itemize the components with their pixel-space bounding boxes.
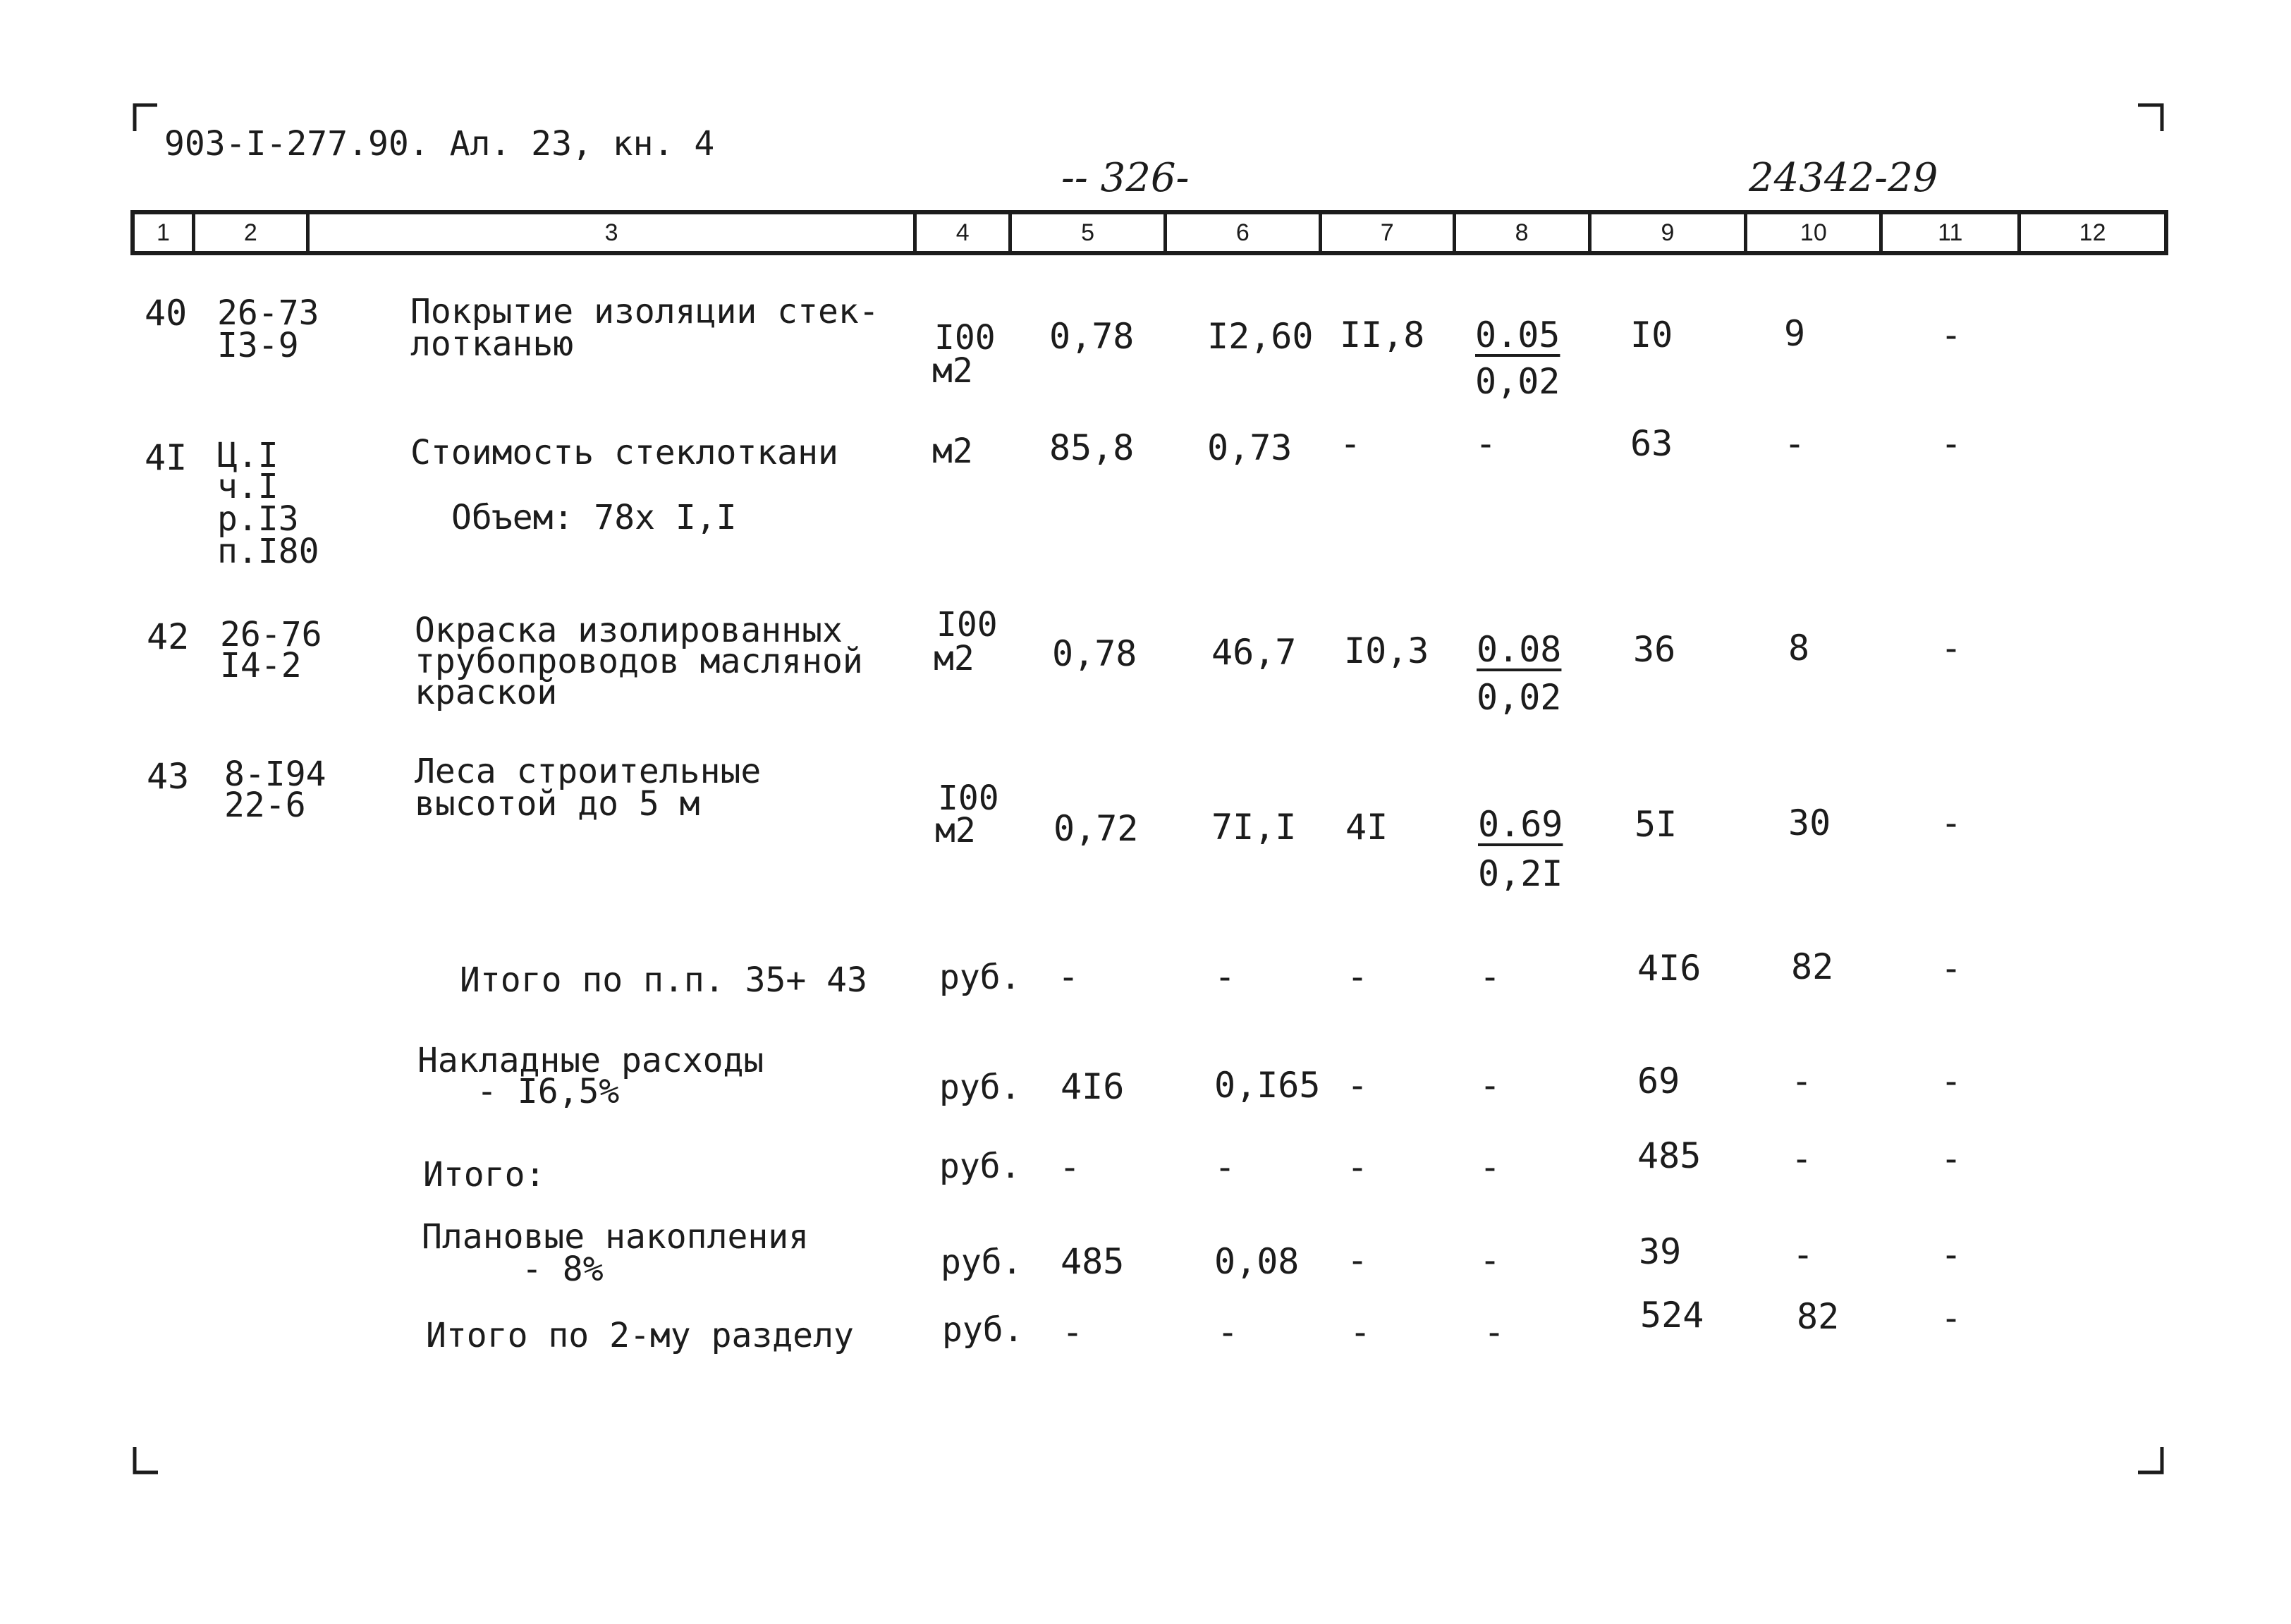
- col8-bottom-value: 0,02: [1475, 361, 1560, 402]
- col10-value: 82: [1797, 1296, 1840, 1337]
- col11-value: -: [1941, 628, 1962, 668]
- sheet-code: 24342-29: [1749, 155, 1938, 201]
- page-number: -- 326-: [1061, 155, 1190, 201]
- summary-label-line: Накладные расходы: [417, 1041, 764, 1080]
- summary-unit: руб.: [939, 958, 1021, 997]
- column-header: 1: [135, 214, 195, 251]
- norm-code-line: 8-I94: [224, 755, 326, 794]
- column-header: 7: [1322, 214, 1456, 251]
- summary-label-line: Итого по 2-му разделу: [426, 1316, 854, 1355]
- unit-line: м2: [932, 351, 973, 391]
- norm-code-line: р.I3: [217, 499, 299, 539]
- unit-line: I00: [938, 779, 999, 818]
- corner-mark-top-left: [133, 103, 161, 131]
- column-header: 5: [1012, 214, 1167, 251]
- col10-value: 9: [1784, 313, 1806, 354]
- col11-value: -: [1941, 1234, 1962, 1275]
- col7-value: I0,3: [1344, 630, 1429, 671]
- corner-mark-top-right: [2137, 103, 2165, 131]
- col5-value: 85,8: [1049, 427, 1135, 468]
- col10-value: 82: [1791, 946, 1834, 987]
- col9-value: 485: [1637, 1135, 1702, 1176]
- column-header: 8: [1456, 214, 1592, 251]
- column-header-row: [130, 210, 2168, 255]
- col11-value: -: [1941, 423, 1962, 464]
- col9-value: 4I6: [1637, 948, 1702, 989]
- col8-top-value: 0.05: [1475, 315, 1560, 355]
- col6-value: 0,08: [1214, 1241, 1300, 1282]
- norm-code-line: I4-2: [220, 646, 302, 685]
- volume-note: Объем: 78х I,I: [451, 498, 737, 537]
- work-description-line: Окраска изолированных: [415, 611, 843, 650]
- col9-value: 524: [1640, 1295, 1704, 1336]
- col11-value: -: [1941, 802, 1962, 843]
- summary-label-line: Итого:: [423, 1155, 546, 1195]
- column-header: 3: [310, 214, 917, 251]
- col11-value: -: [1941, 1138, 1962, 1179]
- col7-value: -: [1347, 1147, 1369, 1188]
- col10-value: 30: [1788, 802, 1831, 843]
- col7-value: -: [1347, 1065, 1369, 1106]
- col5-value: 0,78: [1049, 316, 1135, 357]
- col9-value: 5I: [1635, 804, 1678, 845]
- col6-value: I2,60: [1207, 316, 1314, 357]
- col7-value: -: [1350, 1312, 1371, 1353]
- corner-mark-bottom-left: [133, 1447, 161, 1475]
- col9-value: 69: [1637, 1061, 1680, 1101]
- summary-unit: руб.: [941, 1243, 1022, 1282]
- col7-value: -: [1347, 956, 1369, 997]
- work-description-line: Стоимость стеклоткани: [410, 433, 838, 472]
- col8-bottom-value: 0,2I: [1478, 853, 1563, 894]
- col8-top-value: -: [1475, 423, 1497, 464]
- unit-line: I00: [936, 605, 998, 645]
- row-number: 4I: [145, 437, 188, 478]
- col5-value: 4I6: [1061, 1066, 1125, 1107]
- corner-mark-bottom-right: [2137, 1447, 2165, 1475]
- col11-value: -: [1941, 315, 1962, 355]
- column-header: 9: [1592, 214, 1748, 251]
- column-header: 6: [1167, 214, 1322, 251]
- col6-value: -: [1214, 956, 1236, 997]
- summary-label-line: Итого по п.п. 35+ 43: [460, 960, 867, 1000]
- col5-value: -: [1062, 1312, 1084, 1353]
- document-reference: 903-I-277.90. Ал. 23, кн. 4: [164, 124, 715, 164]
- unit-line: I00: [934, 318, 996, 358]
- col10-value: -: [1791, 1138, 1813, 1179]
- norm-code-line: Ц.I: [217, 436, 279, 475]
- column-header: 10: [1747, 214, 1883, 251]
- column-header: 4: [917, 214, 1012, 251]
- col11-value: -: [1941, 1298, 1962, 1338]
- col6-value: 46,7: [1211, 632, 1297, 673]
- col8-bottom-value: 0,02: [1477, 677, 1562, 718]
- col10-value: -: [1784, 423, 1806, 464]
- col10-value: -: [1791, 1061, 1813, 1101]
- col11-value: -: [1941, 1061, 1962, 1101]
- work-description-line: Покрытие изоляции стек-: [410, 292, 879, 331]
- col8-value: -: [1479, 1147, 1501, 1188]
- col5-value: -: [1058, 956, 1080, 997]
- col9-value: 63: [1630, 423, 1673, 464]
- norm-code-line: 22-6: [224, 786, 306, 825]
- summary-unit: руб.: [942, 1310, 1024, 1350]
- col5-value: 485: [1061, 1241, 1125, 1282]
- col8-top-value: 0.69: [1478, 804, 1563, 845]
- col8-value: -: [1479, 1065, 1501, 1106]
- row-number: 40: [145, 293, 188, 334]
- work-description-line: высотой до 5 м: [415, 784, 700, 824]
- column-header: 11: [1883, 214, 2021, 251]
- col6-value: -: [1217, 1312, 1239, 1353]
- col9-value: 36: [1633, 629, 1676, 670]
- col8-value: -: [1479, 1240, 1501, 1281]
- col8-value: -: [1479, 956, 1501, 997]
- norm-code-line: 26-76: [220, 615, 322, 654]
- col9-value: 39: [1639, 1231, 1682, 1272]
- col6-value: 0,73: [1207, 427, 1293, 468]
- unit-line: м2: [935, 811, 976, 850]
- norm-code-line: I3-9: [217, 326, 299, 365]
- norm-code-line: ч.I: [217, 467, 279, 506]
- col6-value: 0,I65: [1214, 1065, 1321, 1106]
- work-description-line: Леса строительные: [415, 752, 762, 791]
- col6-value: 7I,I: [1211, 807, 1297, 848]
- row-number: 43: [147, 756, 190, 797]
- col10-value: 8: [1788, 628, 1810, 668]
- col7-value: 4I: [1345, 807, 1388, 848]
- summary-label-line: Плановые накопления: [422, 1217, 810, 1257]
- work-description-line: краской: [415, 673, 558, 712]
- col5-value: 0,78: [1052, 633, 1137, 674]
- col5-value: 0,72: [1053, 808, 1139, 849]
- work-description-line: трубопроводов масляной: [415, 642, 863, 681]
- col5-value: -: [1059, 1147, 1081, 1188]
- col9-value: I0: [1630, 315, 1673, 355]
- summary-unit: руб.: [939, 1068, 1021, 1107]
- row-number: 42: [147, 616, 190, 657]
- unit-line: м2: [932, 432, 973, 471]
- column-header: 12: [2079, 219, 2106, 246]
- col11-value: -: [1941, 948, 1962, 989]
- column-header: 2: [195, 214, 310, 251]
- work-description-line: лотканью: [410, 324, 574, 364]
- col8-top-value: 0.08: [1477, 629, 1562, 670]
- norm-code-line: п.I80: [217, 532, 319, 571]
- summary-unit: руб.: [939, 1147, 1021, 1186]
- summary-label-line: - I6,5%: [477, 1072, 620, 1111]
- summary-label-line: - 8%: [522, 1250, 604, 1289]
- col10-value: -: [1792, 1234, 1814, 1275]
- col8-value: -: [1484, 1312, 1505, 1353]
- unit-line: м2: [934, 639, 975, 678]
- col7-value: II,8: [1340, 315, 1425, 355]
- col6-value: -: [1214, 1147, 1236, 1188]
- col7-value: -: [1340, 423, 1362, 464]
- norm-code-line: 26-73: [217, 293, 319, 333]
- col7-value: -: [1347, 1240, 1369, 1281]
